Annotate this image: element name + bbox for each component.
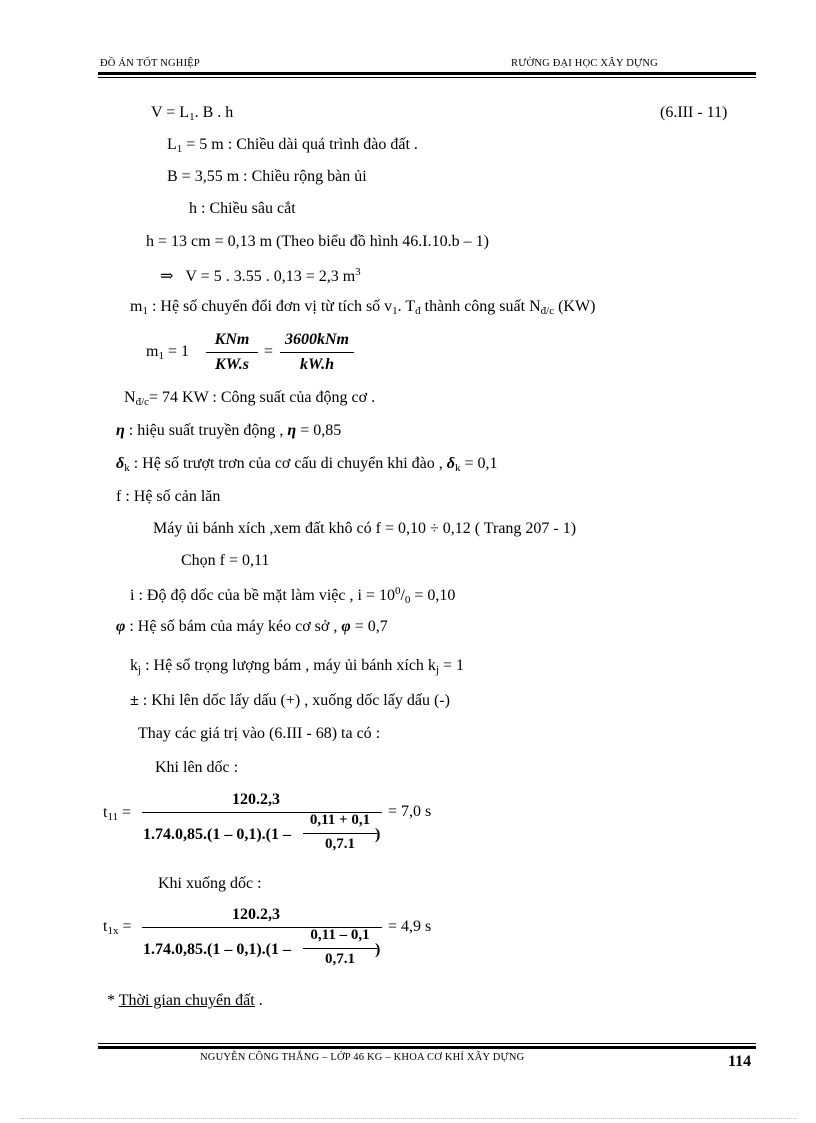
t11-denominator: 1.74.0,85.(1 – 0,1).(1 – [143,826,291,843]
footer-rule-thick [98,1046,756,1049]
header-left: ĐỒ ÁN TỐT NGHIỆP [100,58,200,69]
t11-inner-denominator: 0,7.1 [325,836,355,852]
footer-author: NGUYỄN CÔNG THẮNG – LỚP 46 KG – KHOA CƠ KHÍ XÂY DỰNG [200,1052,525,1063]
thay-line: Thay các giá trị vào (6.III - 68) ta có : [138,725,381,742]
implies-arrow-icon: ⇒ [160,268,174,285]
v-formula: $V = L_1$. B . h [151,104,234,123]
equation-reference: (6.III - 11) [660,104,728,121]
plus-minus-definition: ± : Khi lên dốc lấy dấu (+) , xuống dốc lấy dấu (-) [130,692,450,709]
phi-symbol-icon: φ [116,618,126,635]
h-definition: h : Chiều sâu cắt [189,200,296,217]
t1x-result: = 4,9 s [388,918,432,935]
l1-definition: $L_1 = 5$ m : Chiều dài quá trình đào đất . [167,136,418,155]
may-ui-line: Máy ủi bánh xích ,xem đất khô có f = 0,10 ÷ 0,12 ( Trang 207 - 1) [153,520,577,537]
equals-sign: = [264,343,274,360]
fraction2-bar [280,352,354,353]
f-definition: f : Hệ số cản lăn [116,488,221,505]
t11-close-paren: ) [375,826,381,843]
ndc-definition: $N_{đ/c}= 74$ KW : Công suất của động cơ . [124,389,376,408]
t11-inner-numerator: 0,11 + 0,1 [309,812,371,828]
t1x-close-paren: ) [375,941,381,958]
t11-numerator: 120.2,3 [232,791,280,808]
t1x-inner-denominator: 0,7.1 [325,951,355,967]
fraction1-bar [206,352,258,353]
thoi-gian-heading: * Thời gian chuyển đất . [107,992,263,1009]
delta-definition: $\delta_k$ : Hệ số trượt trơn của cơ cấu di chuyển khi đào , $\delta_k = 0,1$ [116,455,498,474]
header-rule-thick [98,72,756,75]
t1x-label: $t_{1x}$ = [103,918,132,937]
fraction1-denominator: KW.s [215,356,249,373]
khi-xuong-doc: Khi xuống dốc : [158,875,262,892]
footer-rule-thin [98,1043,756,1044]
header-right: RƯỜNG ĐẠI HỌC XÂY DỰNG [511,58,658,69]
v-result: ⇒ V = 5 . 3.55 . 0,13 = 2,3 $m^3$ [160,266,361,285]
delta-symbol-icon: δ [116,455,125,472]
chon-line: Chọn f = 0,11 [181,552,270,569]
t1x-inner-fraction-bar [303,948,377,949]
h-value: h = 13 cm = 0,13 m (Theo biểu đồ hình 46.I.10.b – 1) [146,233,489,250]
t1x-inner-numerator: 0,11 – 0,1 [310,927,370,943]
i-definition: i : Độ độ dốc của bề mặt làm việc , $i = 10^0/_0 = 0,10$ [130,585,456,606]
fraction2-numerator: 3600kNm [285,331,349,348]
header-rule-thin [98,77,756,78]
kj-definition: $k_j$ : Hệ số trọng lượng bám , máy ủi bánh xích $k_j = 1$ [130,657,465,676]
fraction2-denominator: kW.h [300,356,334,373]
m1-equation-left: $m_1 = 1$ [146,343,189,362]
t1x-denominator: 1.74.0,85.(1 – 0,1).(1 – [143,941,291,958]
eta-symbol-icon: η [116,422,125,439]
t11-inner-fraction-bar [303,833,377,834]
b-definition: B = 3,55 m : Chiều rộng bàn ủi [167,168,367,185]
plus-minus-icon: ± [130,692,139,709]
t1x-numerator: 120.2,3 [232,906,280,923]
fraction1-numerator: KNm [214,331,250,348]
t11-label: $t_{11}$ = [103,804,132,823]
t11-result: = 7,0 s [388,803,432,820]
m1-definition: $m_1$ : Hệ số chuyển đổi đơn vị từ tích số $v_1$. $T_đ$ thành công suất $N_{đ/c}$ (KW) [130,298,596,317]
page-number: 114 [728,1053,752,1070]
page-edge-dotted-line [20,1118,796,1119]
phi-definition: φ : Hệ số bám của máy kéo cơ sở , φ = 0,7 [116,618,388,635]
eta-definition: η : hiệu suất truyền động , η = 0,85 [116,422,342,439]
khi-len-doc: Khi lên dốc : [155,759,239,776]
